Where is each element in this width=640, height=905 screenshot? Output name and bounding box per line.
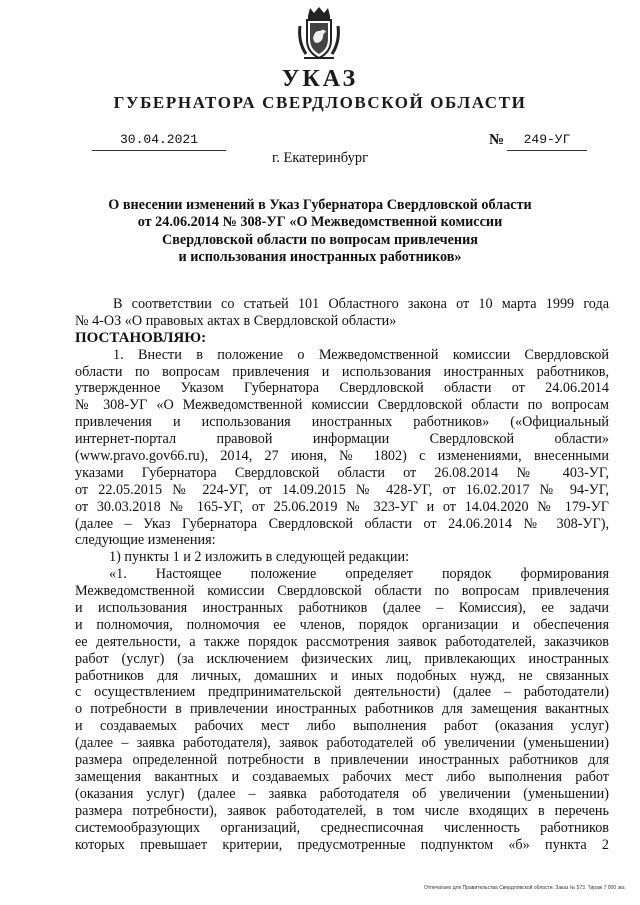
item1-line: 1. Внести в положение о Межведомственной комиссии Свердловской (113, 346, 609, 363)
decree-subject (90, 197, 550, 267)
quote-line: Межведомственной комиссии Свердловской области по вопросам привлечения (75, 583, 609, 600)
preamble-line: № 4-ОЗ «О правовых актах в Свердловской области» (75, 312, 397, 329)
quote-line: (оказания услуг) (далее – заявка работодателя об увеличении (уменьшении) (75, 785, 609, 802)
item1-line: от 22.05.2015 № 224-УГ, от 14.09.2015 № 428-УГ, от 16.02.2017 № 94-УГ, (75, 481, 609, 498)
decree-body (75, 296, 609, 853)
number-label: № (489, 132, 505, 148)
subject-line: Свердловской области по вопросам привлечения (162, 231, 478, 248)
quote-line: и использования иностранных работников (далее – Комиссия), ее задачи (75, 600, 609, 617)
decree-word: ПОСТАНОВЛЯЮ: (75, 329, 207, 346)
document-type-title: УКАЗ (281, 66, 359, 92)
item1-line: (www.pravo.gov66.ru), 2014, 27 июня, № 1802) с изменениями, внесенными (75, 448, 609, 465)
coat-of-arms-icon (296, 6, 342, 62)
city: г. Екатеринбург (271, 150, 369, 166)
quote-line: размера определенной потребности в привлечении иностранных работников для (75, 752, 609, 769)
quote-line: (далее – заявка работодателя), заявок работодателей об увеличении (уменьшении) (75, 735, 609, 752)
quote-line: о потребности в привлечении иностранных работников для замещения вакантных (75, 701, 609, 718)
quote-line: «1. Настоящее положение определяет порядок формирования (109, 566, 609, 583)
item1-line: следующие изменения: (75, 532, 216, 549)
subject-line: О внесении изменений в Указ Губернатора Свердловской области (108, 197, 532, 213)
subject-line: от 24.06.2014 № 308-УГ «О Межведомственной комиссии (137, 214, 503, 231)
print-note: Отпечатано для Правительства Свердловской области. Заказ № 573. Тираж 7 000 экз. (424, 885, 626, 891)
item1-line: (далее – Указ Губернатора Свердловской области от 24.06.2014 № 308-УГ), (75, 515, 609, 532)
quote-line: размера потребности), заявок работодателей, в том числе входящих в перечень (75, 802, 609, 819)
quote-line: ее деятельности, а также порядок рассмотрения заявок работодателей, заказчиков (75, 633, 609, 650)
item1-line: привлечения и использования иностранных работников» («Официальный (75, 414, 609, 431)
quote-line: работ (услуг) (за исключением физических лиц, привлекающих иностранных (75, 650, 609, 667)
quote-line: системообразующих организаций, среднесписочная численность работников (75, 819, 609, 836)
subitem-line: 1) пункты 1 и 2 изложить в следующей редакции: (109, 549, 410, 566)
decree-number: 249-УГ (507, 130, 587, 151)
quote-line: которых превышает критерии, предусмотренные подпунктом «б» пункта 2 (75, 836, 609, 853)
quote-line: с осуществлением предпринимательской деятельности) (далее – работодатели) (75, 684, 609, 701)
quote-line: и создаваемых рабочих мест либо выполнения работ (оказания услуг) (75, 718, 609, 735)
quote-line: работников для личных, домашних и иных подобных нужд, не связанных (75, 667, 609, 684)
decree-date: 30.04.2021 (92, 130, 226, 151)
item1-line: области по вопросам привлечения и использования иностранных работников, (75, 363, 609, 380)
preamble-line: В соответствии со статьей 101 Областного закона от 10 марта 1999 года (113, 296, 609, 312)
item1-line: интернет-портал правовой информации Свердловской области» (75, 431, 609, 448)
quote-line: и полномочия, полномочия ее членов, порядок организации и обеспечения (75, 616, 609, 633)
subject-line: и использования иностранных работников» (178, 249, 462, 266)
issuer-title: ГУБЕРНАТОРА СВЕРДЛОВСКОЙ ОБЛАСТИ (113, 93, 527, 112)
item1-line: указами Губернатора Свердловской области от 26.08.2014 № 403-УГ, (75, 464, 609, 481)
item1-line: № 308-УГ «О Межведомственной комиссии Свердловской области по вопросам (75, 397, 609, 414)
item1-line: от 30.03.2018 № 165-УГ, от 25.06.2019 № 323-УГ и от 14.04.2020 № 179-УГ (75, 498, 609, 515)
item1-line: утвержденное Указом Губернатора Свердловской области от 24.06.2014 (75, 380, 609, 397)
quote-line: замещения вакантных и создаваемых рабочих мест либо выполнения работ (75, 768, 609, 785)
